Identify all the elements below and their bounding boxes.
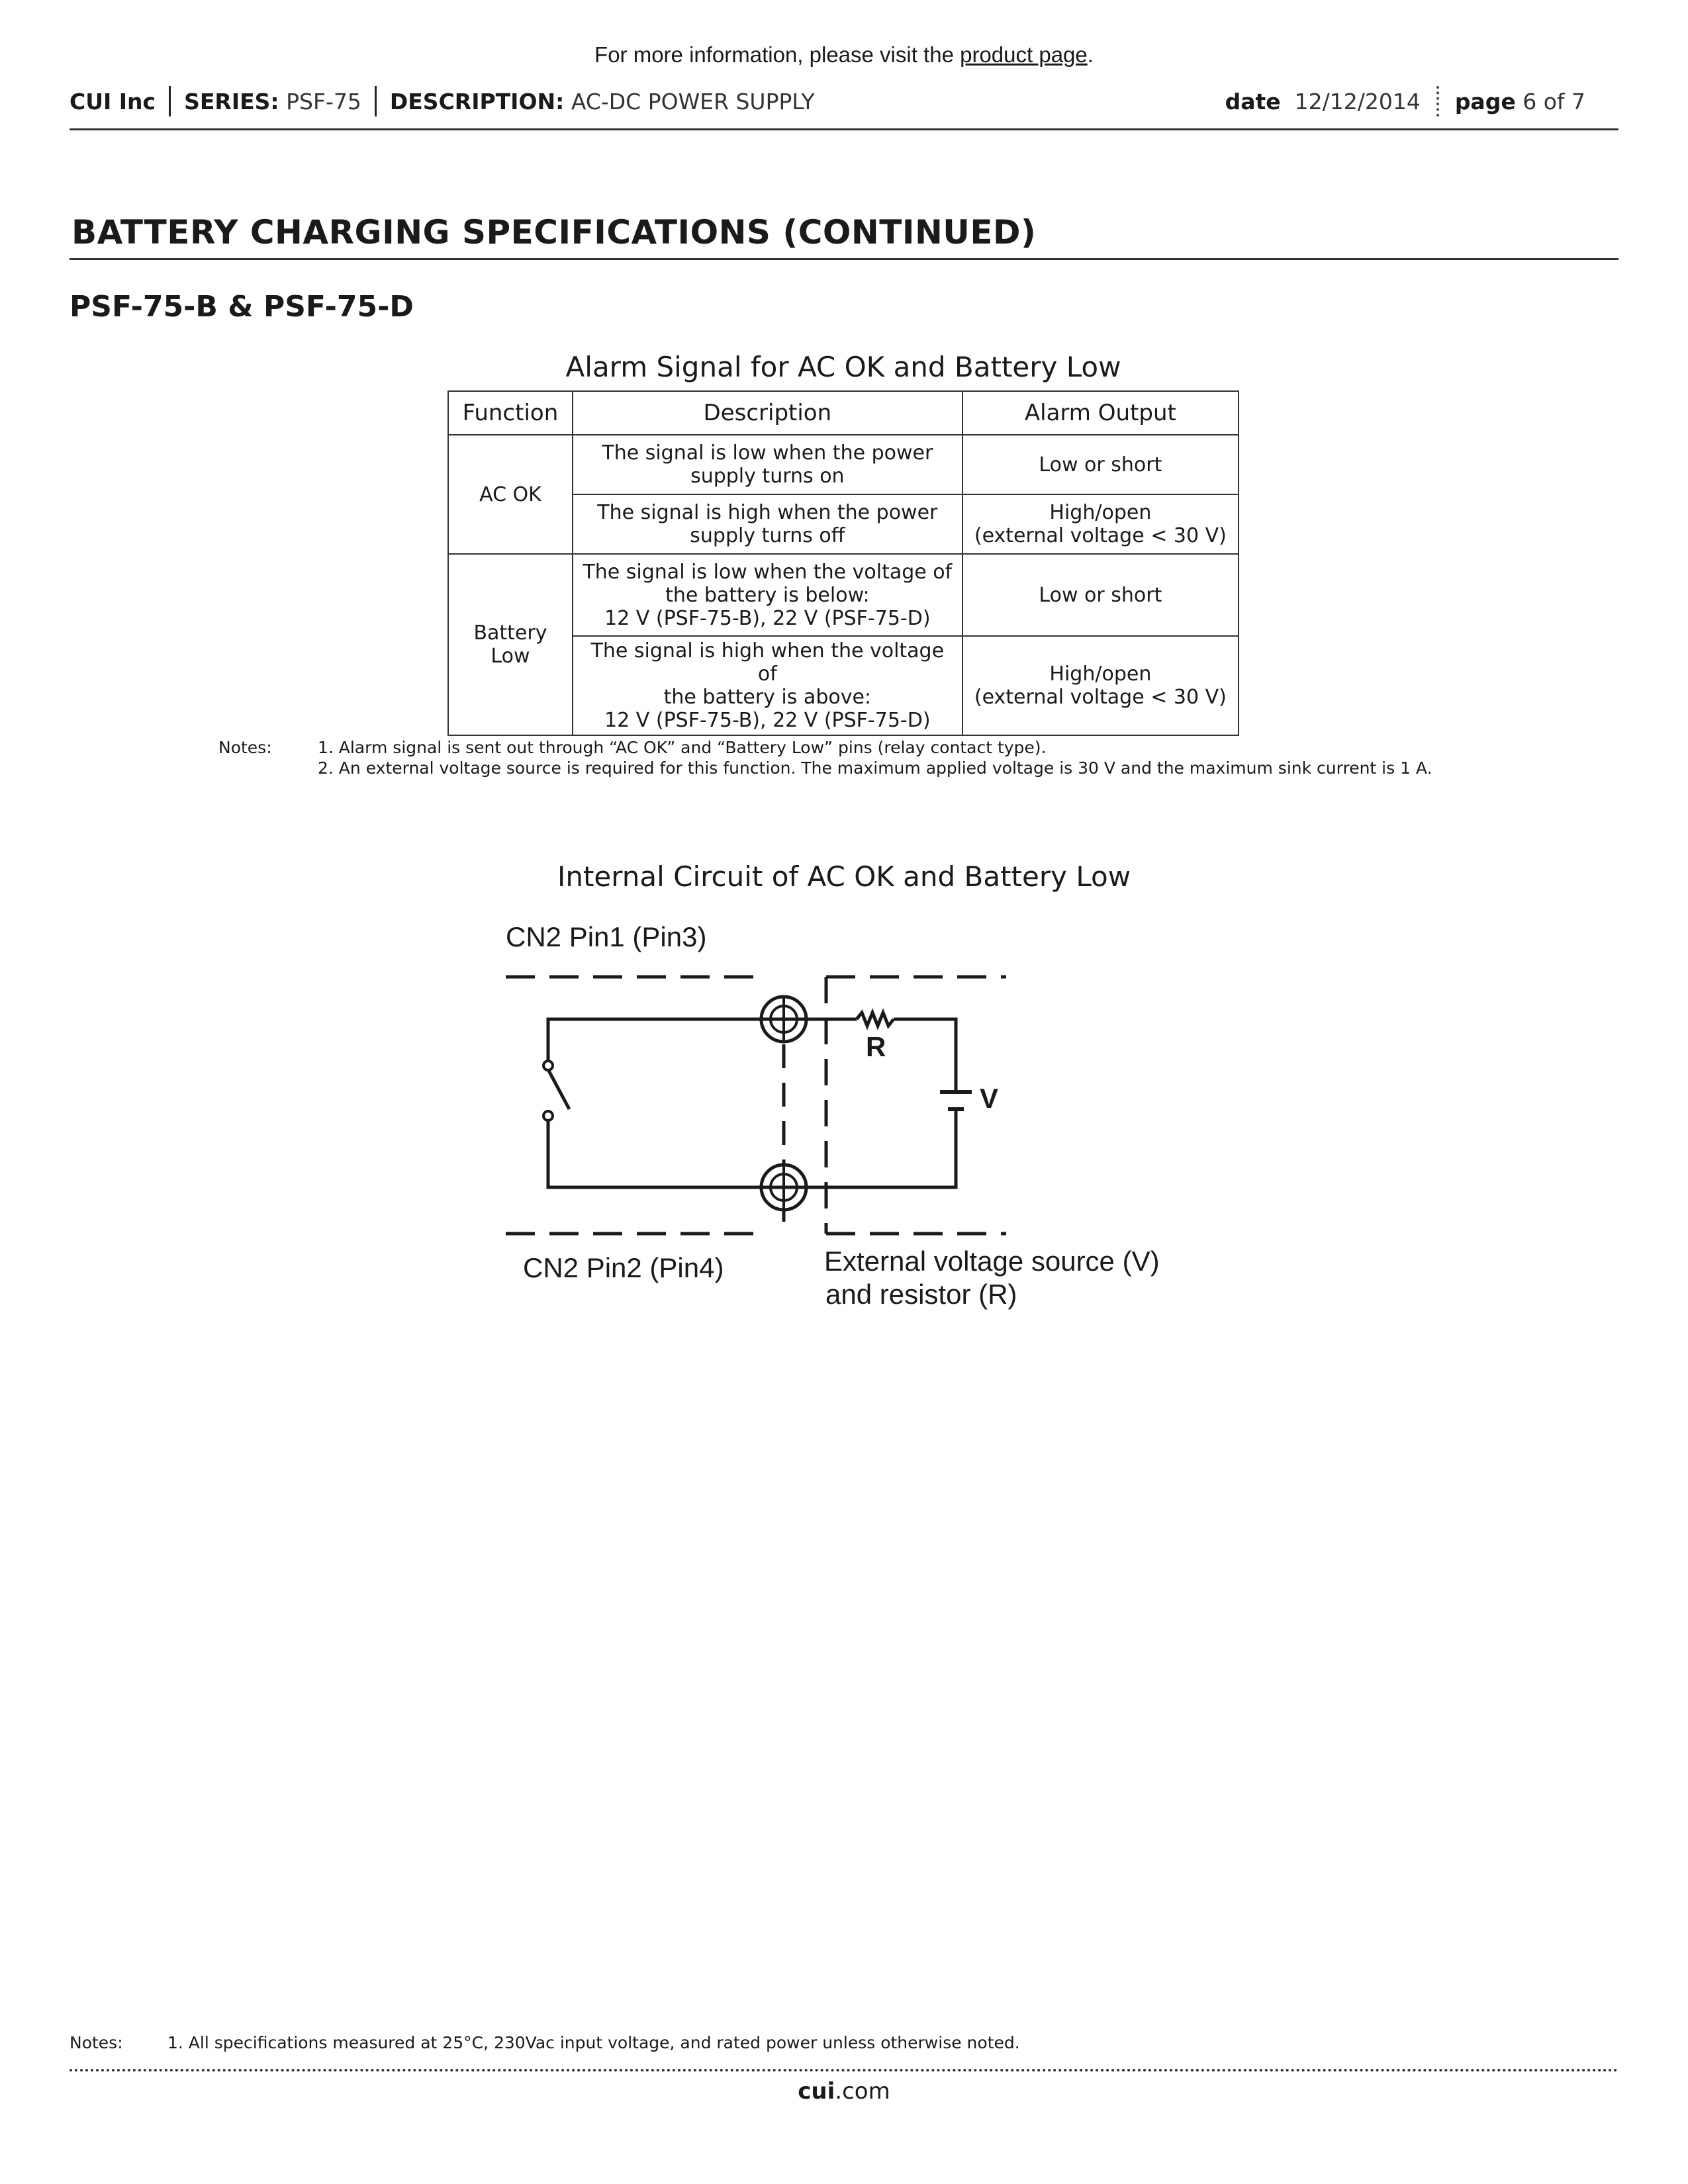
page-header: [70, 86, 1618, 126]
product-info-suffix: .: [1087, 42, 1094, 67]
product-info-line: [0, 42, 1688, 68]
pin2-label: CN2 Pin2 (Pin4): [523, 1252, 724, 1283]
pin1-connector-icon: [761, 997, 806, 1042]
page-note-item: 1. All specifications measured at 25°C, 230Vac input voltage, and rated power unless otherwise noted.: [167, 2033, 1020, 2052]
series-value: PSF-75: [286, 88, 361, 114]
footer-url[interactable]: [0, 2078, 1688, 2105]
table-title: Alarm Signal for AC OK and Battery Low: [565, 351, 1121, 383]
header-description: Description: [573, 391, 962, 435]
description-cell: The signal is low when the power supply turns on: [573, 435, 962, 494]
header-function: Function: [448, 391, 573, 435]
note-item: 2. An external voltage source is required for this function. The maximum applied voltage is 30 V and the maximum sink current is 1 A.: [318, 758, 1432, 778]
table-row: [448, 554, 1239, 636]
page-value: 6 of 7: [1523, 88, 1585, 114]
alarm-signal-table: [447, 390, 1239, 736]
section-title: BATTERY CHARGING SPECIFICATIONS (CONTINUED): [71, 213, 1037, 251]
output-cell: High/open (external voltage < 30 V): [962, 636, 1239, 735]
series-label: SERIES:: [184, 88, 279, 114]
date-value: 12/12/2014: [1294, 88, 1421, 114]
external-right-top-wire: [894, 1019, 956, 1091]
description-label: DESCRIPTION:: [389, 88, 565, 114]
switch-contact-bottom: [543, 1111, 553, 1120]
page-label: page: [1454, 88, 1516, 114]
circuit-diagram: [490, 913, 1218, 1324]
note-item: 1. Alarm signal is sent out through “AC OK” and “Battery Low” pins (relay contact type).: [318, 738, 1047, 757]
internal-top-wire: [548, 1019, 761, 1062]
header-divider: [169, 86, 171, 116]
pin1-label: CN2 Pin1 (Pin3): [506, 921, 707, 952]
internal-bottom-wire: [548, 1120, 761, 1187]
product-info-text: For more information, please visit the: [594, 42, 961, 67]
date-label: date: [1225, 88, 1281, 114]
notes-label: Notes:: [218, 738, 272, 757]
relay-switch-blade: [548, 1069, 569, 1109]
subsection-title: PSF-75-B & PSF-75-D: [70, 290, 414, 324]
header-rule: [70, 128, 1618, 130]
table-row: [448, 435, 1239, 494]
output-cell: Low or short: [962, 554, 1239, 636]
header-divider: [375, 86, 377, 116]
pin2-connector-icon: [761, 1165, 806, 1210]
company-name: CUI Inc: [70, 88, 156, 114]
external-resistor-label: and resistor (R): [825, 1279, 1017, 1310]
description-cell: The signal is high when the voltage of the battery is above: 12 V (PSF-75-B), 22 V (PSF-75-D): [573, 636, 962, 735]
product-page-link[interactable]: product page: [960, 42, 1088, 67]
resistor-zigzag: [857, 1013, 894, 1026]
output-cell: Low or short: [962, 435, 1239, 494]
table-header-row: [448, 391, 1239, 435]
section-rule: [70, 258, 1618, 260]
voltage-label: V: [980, 1083, 999, 1114]
footer-url-bold: cui: [798, 2078, 835, 2105]
footer-url-rest: .com: [835, 2078, 890, 2105]
circuit-schematic: [490, 913, 1218, 1324]
function-cell: AC OK: [448, 435, 573, 554]
description-cell: The signal is low when the voltage of the battery is below: 12 V (PSF-75-B), 22 V (PSF-75-D): [573, 554, 962, 636]
external-source-label: External voltage source (V): [824, 1246, 1160, 1277]
output-cell: High/open (external voltage < 30 V): [962, 494, 1239, 554]
function-cell: Battery Low: [448, 554, 573, 735]
description-cell: The signal is high when the power supply turns off: [573, 494, 962, 554]
page-notes-label: Notes:: [70, 2033, 123, 2052]
diagram-title: Internal Circuit of AC OK and Battery Low: [557, 860, 1131, 893]
resistor-label: R: [866, 1031, 886, 1062]
switch-contact-top: [543, 1061, 553, 1070]
header-alarm-output: Alarm Output: [962, 391, 1239, 435]
description-value: AC-DC POWER SUPPLY: [571, 88, 815, 114]
footer-dotted-rule: [70, 2069, 1618, 2071]
header-dotted-divider: [1436, 86, 1439, 116]
external-return-wire: [806, 1111, 956, 1187]
